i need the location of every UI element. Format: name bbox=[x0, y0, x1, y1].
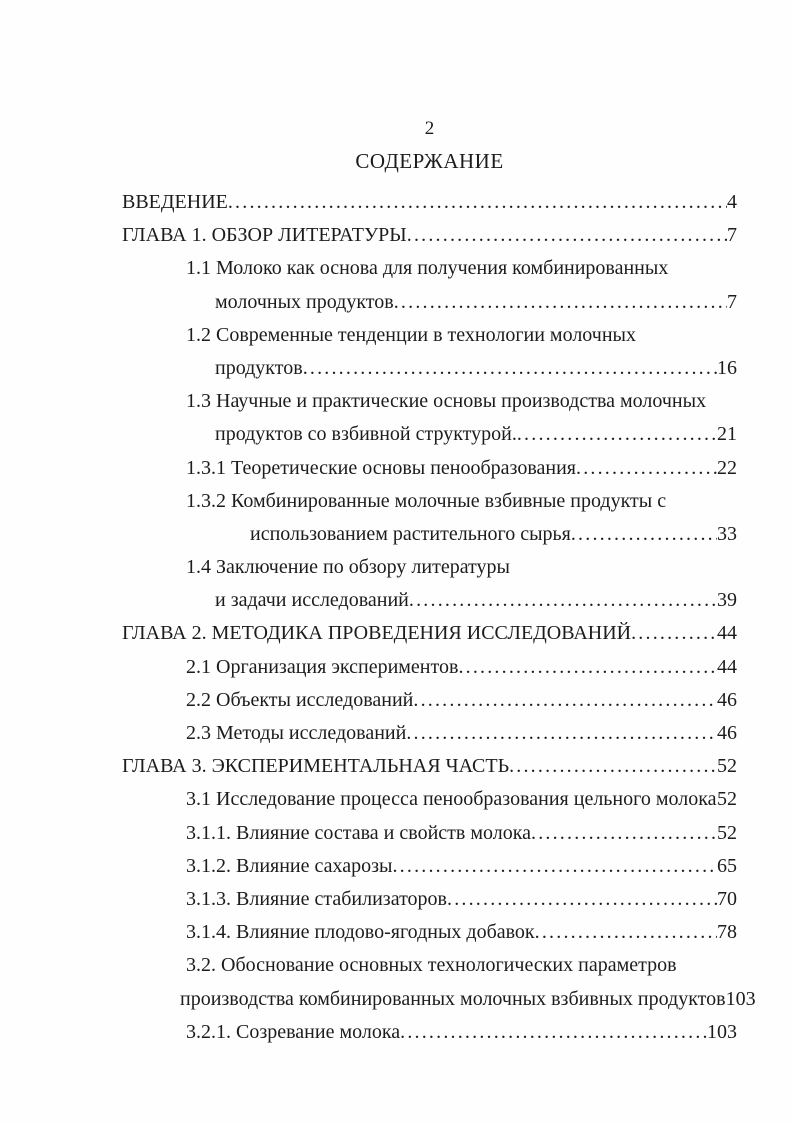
toc-entry-page: 46 bbox=[717, 688, 737, 711]
toc-entry bbox=[122, 291, 737, 324]
toc-entry bbox=[122, 390, 737, 423]
toc-entry-page: 7 bbox=[727, 224, 737, 247]
toc-entry bbox=[122, 954, 737, 987]
toc-entry bbox=[122, 656, 737, 689]
toc-entry-text: 1.1 Молоко как основа для получения комбинированных bbox=[186, 257, 669, 280]
toc-entry-text: 2.3 Методы исследований bbox=[186, 722, 407, 744]
dot-leader bbox=[458, 656, 717, 679]
toc-entry-text: 3.1.2. Влияние сахарозы bbox=[186, 854, 393, 877]
toc-entry-page: 103 bbox=[725, 987, 756, 1010]
toc-entry bbox=[122, 722, 737, 755]
toc-entry bbox=[122, 689, 737, 722]
dot-leader bbox=[406, 722, 717, 745]
dot-leader bbox=[303, 357, 717, 380]
toc-entry-page: 22 bbox=[717, 456, 737, 479]
toc-entry bbox=[122, 1021, 737, 1054]
toc-entry-text: 3.1 Исследование процесса пенообразования цельного молока bbox=[186, 788, 717, 811]
toc-entry bbox=[122, 457, 737, 490]
toc-entry bbox=[122, 423, 737, 456]
toc-list bbox=[122, 191, 756, 1054]
toc-entry-page: 44 bbox=[717, 622, 737, 645]
toc-entry bbox=[122, 589, 737, 622]
toc-entry-text: 1.3.2 Комбинированные молочные взбивные продукты с bbox=[186, 489, 667, 512]
toc-entry-text: ГЛАВА 3. ЭКСПЕРИМЕНТАЛЬНАЯ ЧАСТЬ bbox=[122, 755, 510, 778]
toc-entry bbox=[122, 224, 737, 257]
dot-leader bbox=[400, 1021, 707, 1044]
toc-entry-text: продуктов со взбивной структурой. bbox=[215, 423, 517, 446]
toc-entry-page: 33 bbox=[717, 522, 737, 545]
toc-entry bbox=[122, 357, 737, 390]
toc-entry bbox=[122, 788, 737, 821]
toc-entry-page: 39 bbox=[717, 589, 737, 612]
dot-leader bbox=[409, 589, 717, 612]
dot-leader bbox=[517, 423, 717, 446]
text-block bbox=[122, 0, 756, 1054]
toc-entry-text: ГЛАВА 1. ОБЗОР ЛИТЕРАТУРЫ bbox=[122, 224, 407, 247]
page-title: СОДЕРЖАНИЕ bbox=[355, 149, 504, 173]
toc-entry-text: и задачи исследований bbox=[215, 589, 409, 612]
dot-leader bbox=[392, 855, 717, 878]
dot-leader bbox=[571, 523, 717, 546]
toc-entry bbox=[122, 921, 737, 954]
toc-entry-text: ГЛАВА 2. МЕТОДИКА ПРОВЕДЕНИЯ ИССЛЕДОВАНИЙ bbox=[122, 622, 632, 645]
dot-leader bbox=[531, 822, 717, 845]
toc-entry-page: 52 bbox=[717, 788, 737, 811]
toc-entry bbox=[122, 324, 737, 357]
toc-entry bbox=[122, 755, 737, 788]
toc-entry-text: 1.2 Современные тенденции в технологии молочных bbox=[186, 323, 636, 346]
toc-entry-text: 2.2 Объекты исследований bbox=[186, 688, 414, 711]
page-number: 2 bbox=[424, 118, 435, 139]
toc-entry bbox=[122, 257, 737, 290]
toc-entry-text: 1.4 Заключение по обзору литературы bbox=[186, 556, 510, 579]
toc-entry-text: 3.1.1. Влияние состава и свойств молока bbox=[186, 821, 531, 844]
toc-entry-text: 1.3.1 Теоретические основы пенообразования bbox=[186, 456, 576, 479]
toc-entry-page: 103 bbox=[707, 1020, 737, 1043]
toc-entry-text: 2.1 Организация экспериментов bbox=[186, 655, 459, 678]
dot-leader bbox=[228, 191, 727, 214]
toc-entry-text: продуктов bbox=[215, 356, 303, 379]
toc-entry-text: 3.2.1. Созревание молока bbox=[186, 1020, 401, 1043]
toc-entry-page: 78 bbox=[717, 921, 737, 944]
toc-entry bbox=[122, 622, 737, 655]
toc-entry-text: 3.2. Обоснование основных технологических параметров bbox=[186, 954, 677, 977]
toc-entry-page: 4 bbox=[727, 191, 737, 213]
toc-entry-page: 46 bbox=[717, 722, 737, 744]
toc-entry-page: 21 bbox=[717, 423, 737, 446]
toc-entry-page: 16 bbox=[717, 356, 737, 379]
dot-leader bbox=[576, 457, 717, 480]
toc-entry-text: 1.3 Научные и практические основы производства молочных bbox=[186, 390, 707, 413]
dot-leader bbox=[407, 224, 727, 247]
toc-entry bbox=[122, 191, 737, 224]
toc-entry bbox=[122, 556, 737, 589]
toc-entry-text: производства комбинированных молочных взбивных продуктов bbox=[180, 987, 726, 1010]
toc-entry bbox=[122, 888, 737, 921]
dot-leader bbox=[447, 888, 717, 911]
toc-entry-page: 52 bbox=[717, 755, 737, 778]
dot-leader bbox=[535, 921, 717, 944]
toc-entry bbox=[122, 822, 737, 855]
toc-entry-text: использованием растительного сырья bbox=[250, 522, 571, 545]
toc-entry bbox=[122, 855, 737, 888]
toc-entry-text: ВВЕДЕНИЕ bbox=[122, 191, 228, 213]
toc-entry-text: 3.1.4. Влияние плодово-ягодных добавок bbox=[186, 921, 535, 944]
dot-leader bbox=[413, 689, 717, 712]
toc-entry-text: молочных продуктов bbox=[215, 290, 394, 313]
toc-entry bbox=[122, 490, 737, 523]
toc-entry bbox=[122, 987, 756, 1021]
dot-leader bbox=[394, 291, 727, 314]
toc-entry-page: 44 bbox=[717, 655, 737, 678]
toc-entry-page: 70 bbox=[717, 887, 737, 910]
toc-entry bbox=[122, 523, 737, 556]
dot-leader bbox=[509, 755, 717, 778]
dot-leader bbox=[631, 622, 717, 645]
toc-entry-page: 7 bbox=[727, 290, 737, 313]
toc-entry-text: 3.1.3. Влияние стабилизаторов bbox=[186, 887, 447, 910]
toc-entry-page: 52 bbox=[717, 821, 737, 844]
toc-entry-page: 65 bbox=[717, 854, 737, 877]
